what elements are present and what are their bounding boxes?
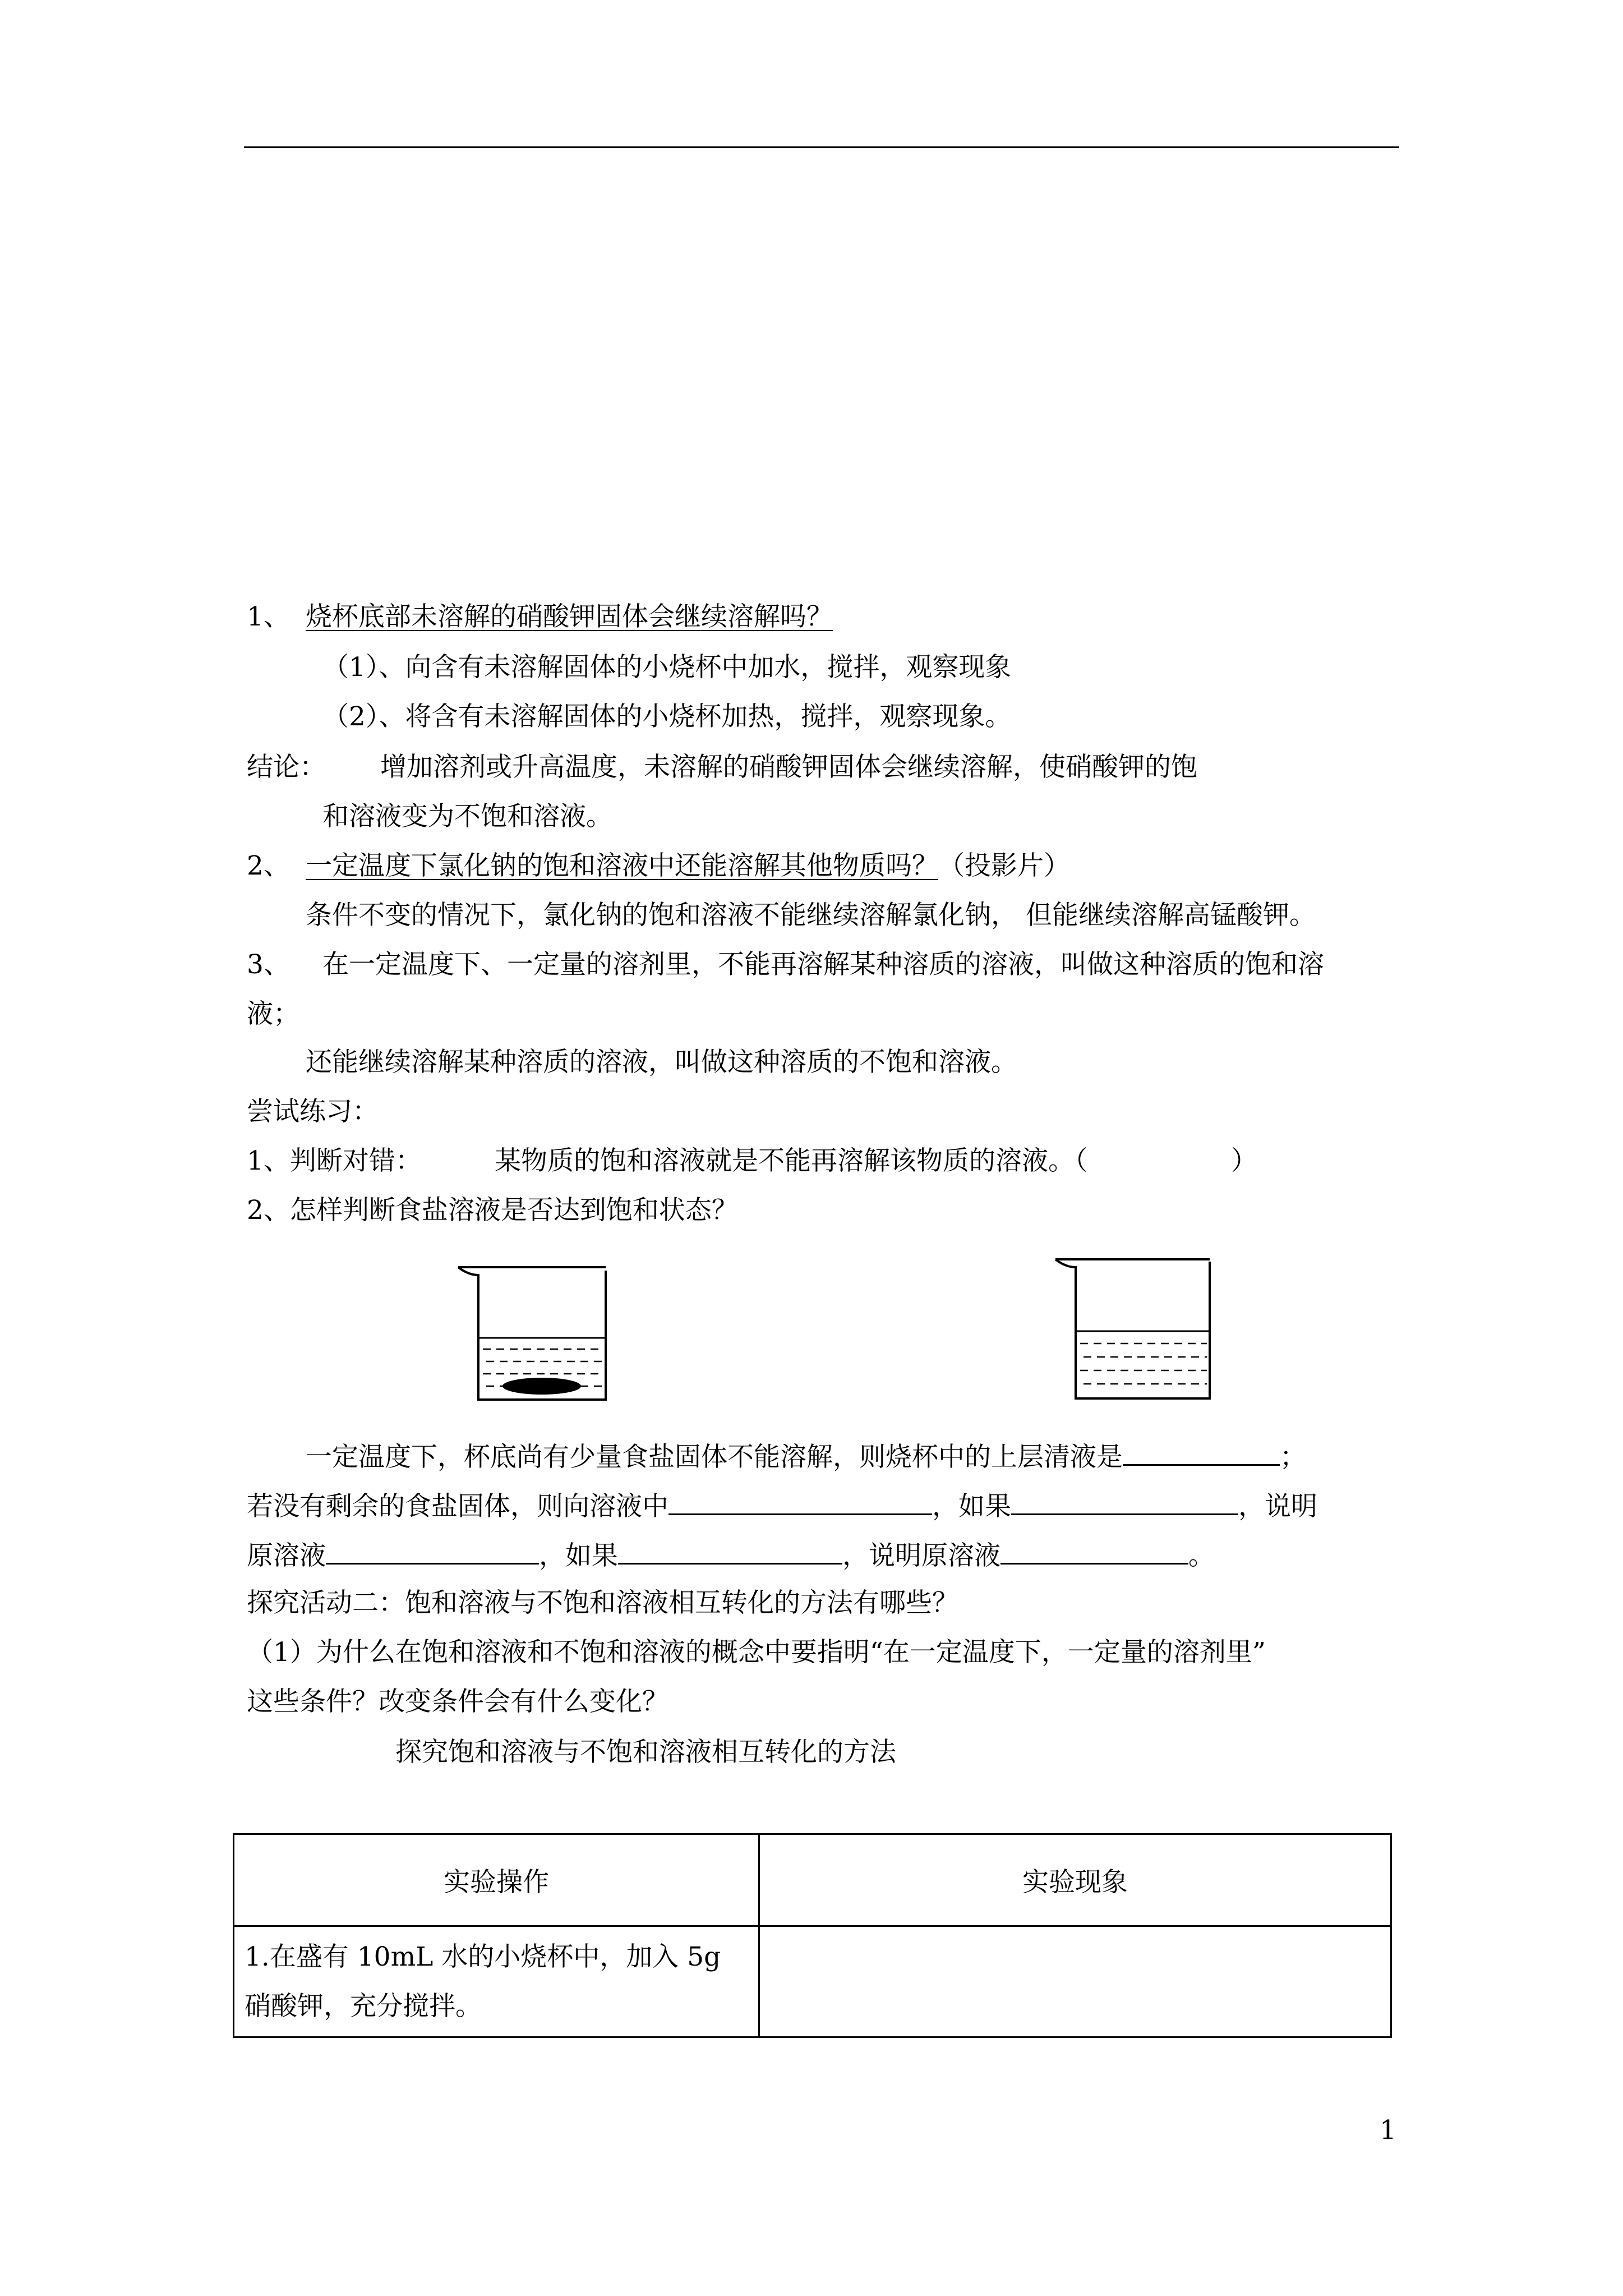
q3-line2: 液； [247,999,299,1029]
row1-operation-line1: 1.在盛有 10mL 水的小烧杯中，加入 5g [245,1941,721,1972]
beaker-clear-solution [1050,1254,1218,1411]
q3-number: 3、 [247,949,290,980]
fill-line3-b: ，如果 [539,1540,618,1571]
q1-step1: （1）、向含有未溶解固体的小烧杯中加水，搅拌，观察现象 [322,652,1012,683]
practice-item1-text: 某物质的饱和溶液就是不能再溶解该物质的溶液。（ [495,1145,1088,1176]
q3-line1: 在一定温度下、一定量的溶剂里，不能再溶解某种溶质的溶液，叫做这种溶质的饱和溶 [322,949,1324,980]
row1-operation [234,1926,759,2037]
q1-number: 1、 [247,601,290,632]
header-operation: 实验操作 [234,1834,759,1926]
row1-phenomenon[interactable] [759,1926,1391,2037]
experiment-table [233,1833,1392,2038]
conclusion-line2: 和溶液变为不饱和溶液。 [322,801,612,832]
conclusion-line1: 增加溶剂或升高温度，未溶解的硝酸钾固体会继续溶解，使硝酸钾的饱 [380,752,1197,783]
q1-question: 烧杯底部未溶解的硝酸钾固体会继续溶解吗？ [306,601,833,632]
header-phenomenon: 实验现象 [759,1834,1391,1926]
page-number: 1 [1380,2115,1396,2146]
fill-line3-c: ，说明原溶液 [842,1540,1000,1571]
fill-line3-end: 。 [1188,1540,1215,1571]
activity2-heading: 探究活动二：饱和溶液与不饱和溶液相互转化的方法有哪些？ [247,1588,958,1618]
q2-number: 2、 [247,850,290,881]
blank-original-solution-2[interactable] [1000,1538,1188,1565]
fill-line3-a: 原溶液 [247,1540,326,1571]
blank-if-1[interactable] [1011,1489,1238,1515]
row1-operation-line2: 硝酸钾，充分搅拌。 [245,1990,482,2022]
practice-item1-label: 1、判断对错： [247,1145,422,1176]
fill-line2-b: ，如果 [932,1491,1011,1522]
fill-line2-a: 若没有剩余的食盐固体，则向溶液中 [247,1491,668,1522]
fill-line1-end: ； [1280,1442,1306,1473]
blank-clear-liquid[interactable] [1123,1439,1280,1466]
blank-original-solution-1[interactable] [326,1538,539,1565]
q1-step2: （2）、将含有未溶解固体的小烧杯加热，搅拌，观察现象。 [322,701,1012,732]
fill-line1-text: 一定温度下，杯底尚有少量食盐固体不能溶解，则烧杯中的上层清液是 [306,1442,1123,1473]
q2-answer: 条件不变的情况下，氯化钠的饱和溶液不能继续溶解氯化钠， 但能继续溶解高锰酸钾。 [306,900,1316,931]
blank-add-to-solution[interactable] [668,1489,932,1515]
q3-line3: 还能继续溶解某种溶质的溶液，叫做这种溶质的不饱和溶液。 [306,1047,1017,1078]
table-title: 探究饱和溶液与不饱和溶液相互转化的方法 [395,1737,896,1768]
fill-line2-c: ，说明 [1238,1491,1317,1522]
practice-item1-close: ） [1231,1145,1257,1176]
practice-item2: 2、怎样判断食盐溶液是否达到饱和状态？ [247,1195,738,1226]
header-rule [244,146,1399,148]
q2-note: （投影片） [938,850,1070,881]
activity2-question-line1: （1）为什么在饱和溶液和不饱和溶液的概念中要指明“在一定温度下，一定量的溶剂里” [247,1637,1266,1668]
table-row [234,1926,1391,2037]
q2-question: 一定温度下氯化钠的饱和溶液中还能溶解其他物质吗？ [306,850,938,881]
beaker-with-solid [451,1259,620,1411]
conclusion-label: 结论： [247,752,326,783]
blank-if-2[interactable] [618,1538,842,1565]
activity2-question-line2: 这些条件？改变条件会有什么变化？ [247,1686,668,1717]
practice-heading: 尝试练习： [247,1096,379,1127]
